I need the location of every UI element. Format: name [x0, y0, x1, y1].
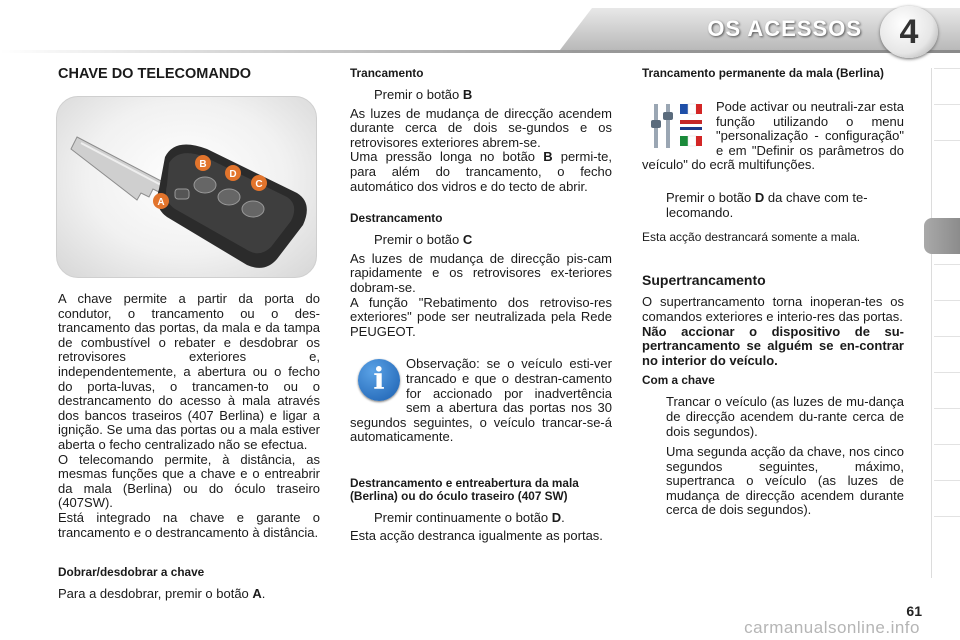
permanent-lock-block	[642, 84, 904, 173]
key-label-d: D	[229, 169, 237, 180]
remote-key-illustration	[56, 96, 317, 278]
chapter-tab-9[interactable]	[934, 408, 960, 444]
chapter-tab-8[interactable]	[934, 372, 960, 408]
bullet-hand-icon	[350, 511, 364, 526]
remote-key-drawing	[57, 97, 318, 279]
chapter-tab-6[interactable]	[934, 300, 960, 336]
unlock-bullet-text: Premir o botão	[374, 232, 463, 248]
bullet-hand-icon	[642, 445, 656, 518]
paragraph-permanent-lock: Pode activar ou neutrali-zar esta função utilizando o menu "personalização - configuração" e em "Definir os parâmetros do veículo" do ecrã multifunções.	[642, 99, 904, 173]
chapter-tab-1[interactable]	[934, 68, 960, 104]
bullet-unlocking	[350, 233, 612, 248]
bullet-locking	[350, 88, 612, 103]
chapter-tabs	[930, 68, 960, 578]
info-icon: i	[358, 359, 400, 401]
watermark: carmanualsonline.info	[744, 618, 920, 637]
paragraph-unlocking-lights: As luzes de mudança de direcção pis-cam rapidamente e os retrovisores ex-teriores dobram-se.	[350, 250, 612, 295]
bullet-hand-icon	[350, 233, 364, 248]
right-column	[642, 67, 904, 518]
header-rule	[0, 50, 960, 53]
boot-bullet-text: Premir continuamente o botão	[374, 509, 552, 525]
page-header	[0, 0, 960, 62]
chapter-tab-4-active[interactable]	[924, 218, 960, 254]
section-title-remote-key: CHAVE DO TELECOMANDO	[58, 66, 252, 82]
boot-end: .	[561, 509, 565, 525]
chapter-tab-11[interactable]	[934, 480, 960, 516]
bullet-hand-icon	[642, 395, 656, 439]
chapter-tab-5[interactable]	[934, 264, 960, 300]
boot-button-label: D	[551, 509, 562, 525]
subheading-with-key: Com a chave	[642, 373, 715, 388]
tabs-rail	[931, 68, 932, 578]
perm-bullet-a: Premir o botão	[666, 189, 755, 205]
bullet-key-lock-text: Trancar o veículo (as luzes de mu-dança de direcção acendem du-rante cerca de dois segundos).	[666, 394, 904, 439]
subheading-permanent-boot-lock: Trancamento permanente da mala (Berlina)	[642, 66, 884, 80]
bullet-key-deadlock	[642, 445, 904, 518]
info-note	[350, 357, 612, 445]
left-body	[58, 292, 320, 602]
lock-p2a: Uma pressão longa no botão	[350, 149, 544, 165]
chapter-tab-2[interactable]	[934, 104, 960, 140]
paragraph-boot-unlocks-doors: Esta acção destranca igualmente as portas.	[350, 528, 603, 544]
paragraph-locking-long-press	[350, 150, 612, 194]
subheading-boot-opening: Destrancamento e entreabertura da mala (Berlina) ou do óculo traseiro (407 SW)	[350, 475, 579, 503]
subheading-locking: Trancamento	[350, 66, 424, 80]
bullet-hand-icon	[642, 191, 656, 220]
lock-p2-button: B	[543, 149, 553, 165]
chapter-number-badge: 4	[880, 6, 938, 58]
key-label-a: A	[157, 197, 165, 208]
bullet-boot-opening	[350, 511, 612, 526]
chapter-tab-7[interactable]	[934, 336, 960, 372]
unlock-button-label: C	[462, 232, 473, 248]
note-auto-relock: Observação: se o veículo esti-ver trancado e que o destran-camento for accionado por inadvertência sem a abertura das portas nos 30 segundos seguintes, o veículo trancar-se-á automaticamente.	[350, 356, 612, 445]
chapter-tab-3[interactable]	[934, 140, 960, 176]
paragraph-fold-key	[58, 587, 320, 602]
left-column	[58, 67, 320, 82]
key-label-b: B	[199, 159, 207, 170]
bullet-boot-text	[374, 511, 565, 526]
key-label-c: C	[255, 179, 263, 190]
bullet-key-deadlock-text: Uma segunda acção da chave, nos cinco segundos seguintes, máximo, supertranca o veículo (as luzes de mudança de direcção acendem durante cerca de dois segundos).	[666, 444, 904, 518]
paragraph-remote-functions: O telecomando permite, à distância, as mesmas funções que a chave e o entreabrir da mala (Berlina) ou do óculo traseiro (407SW).	[58, 451, 320, 511]
note-boot-only: Esta acção destrancará somente a mala.	[642, 230, 861, 245]
lock-bullet-text: Premir o botão	[374, 87, 463, 102]
paragraph-key-functions: A chave permite a partir da porta do condutor, o trancamento ou o des-trancamento das portas, da mala e da tampa de combustível o rebater e desdobrar os retrovisores exteriores e, independentemente, a abertura ou o fecho do porta-luvas, o trancamen-to ou o destrancamento do acesso à mala através dos bancos traseiros (407 Berlina) e ligar a ignição. Se uma das portas ou a mala estiver aberta o fecho centralizado não se efectua.	[58, 291, 320, 452]
middle-column	[350, 67, 612, 544]
chapter-tab-12[interactable]	[934, 516, 960, 552]
lock-button-label: B	[462, 87, 473, 102]
bullet-permanent-lock	[642, 191, 904, 220]
bullet-permanent-text	[666, 191, 904, 220]
subheading-fold-key: Dobrar/desdobrar a chave	[58, 565, 205, 580]
chapter-title: OS ACESSOS	[707, 16, 862, 41]
page-number: 61	[906, 603, 922, 619]
warning-deadlocking: Não accionar o dispositivo de su-pertrancamento se alguém se en-contrar no interior do veículo.	[642, 323, 904, 368]
paragraph-locking-lights: As luzes de mudança de direcção acendem durante cerca de dois se-gundos e os retrovisores exteriores abrem-se.	[350, 105, 612, 150]
chapter-tab-10[interactable]	[934, 444, 960, 480]
bullet-locking-text	[374, 88, 472, 103]
lock-p2c: permi-te, para além do trancamento, o fecho automático dos vidros e do tecto de abrir.	[350, 149, 613, 194]
paragraph-remote-integrated: Está integrado na chave e garante o trancamento e o destrancamento à distância.	[58, 509, 320, 540]
perm-button-label: D	[754, 189, 765, 205]
paragraph-deadlocking: O supertrancamento torna inoperan-tes os comandos exteriores e interio-res das portas.	[642, 294, 904, 324]
paragraph-mirror-folding: A função "Rebatimento dos retroviso-res exteriores" pode ser neutralizada pela Rede PEUGEOT.	[350, 294, 612, 339]
fold-button-label: A	[252, 586, 262, 602]
fold-text: Para a desdobrar, premir o botão	[58, 586, 253, 602]
bullet-key-lock	[642, 395, 904, 439]
bullet-unlocking-text	[374, 233, 472, 248]
settings-sliders-icon	[648, 98, 704, 154]
subheading-unlocking: Destrancamento	[350, 211, 443, 226]
subheading-deadlocking: Supertrancamento	[642, 271, 766, 288]
perm-bullet-b: da chave com te-lecomando.	[666, 189, 868, 220]
fold-end: .	[261, 586, 266, 602]
bullet-hand-icon	[350, 88, 364, 103]
